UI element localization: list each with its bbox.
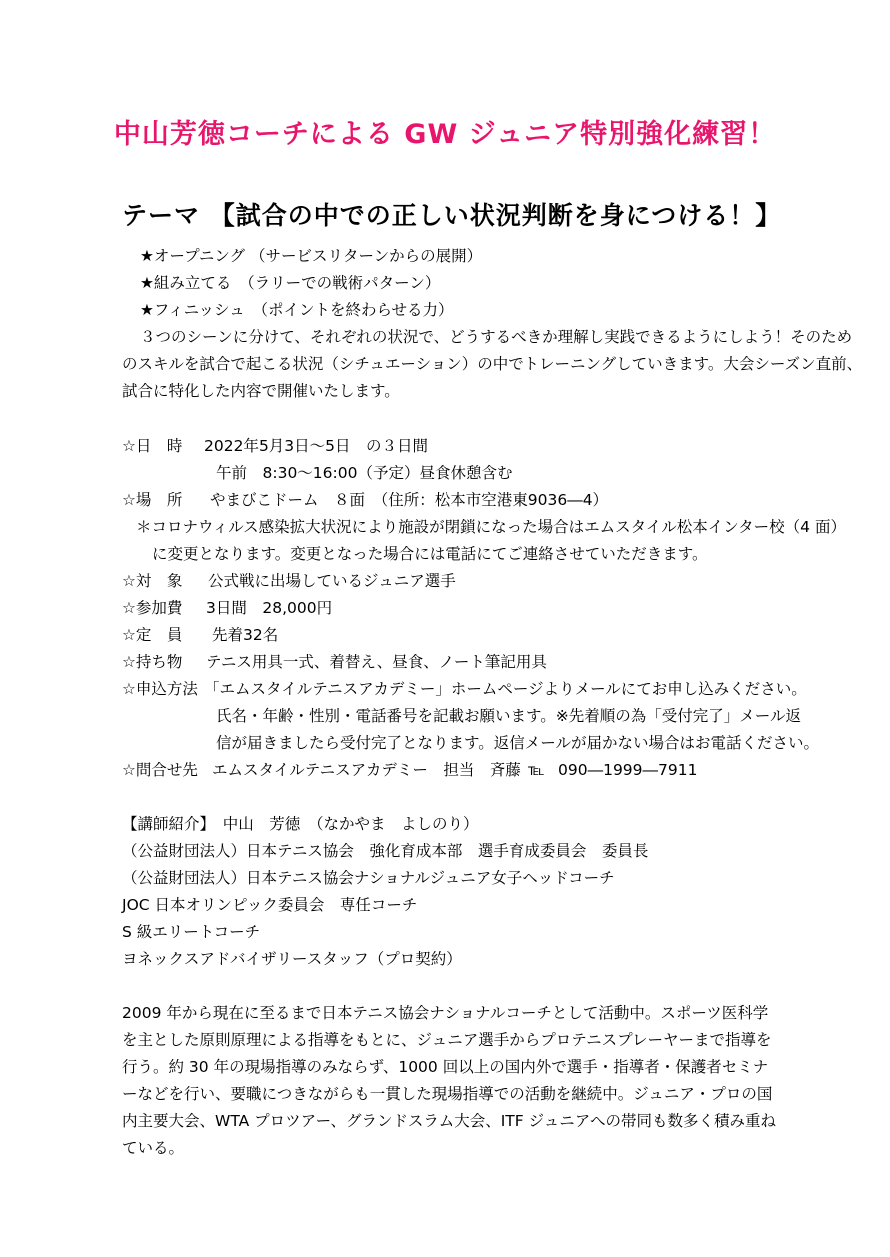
- apply-value: 信が届きましたら受付完了となります。返信メールが届かない場合はお電話ください。: [216, 734, 819, 752]
- intro-line: ３つのシーンに分けて、それぞれの状況で、どうするべきか理解し実践できるようにしよう！そのため: [140, 328, 853, 346]
- point-build: ★組み立てる （ラリーでの戦術パターン）: [140, 274, 441, 292]
- coach-role: （公益財団法人）日本テニス協会 強化育成本部 選手育成委員会 委員長: [122, 842, 649, 860]
- intro-line: 試合に特化した内容で開催いたします。: [122, 382, 400, 400]
- coach-role: ヨネックスアドバイザリースタッフ（プロ契約）: [122, 950, 462, 968]
- contact-value: エムスタイルテニスアカデミー 担当 斉藤: [212, 761, 521, 779]
- coach-bio-line: を主とした原則原理による指導をもとに、ジュニア選手からプロテニスプレーヤーまで指導を: [122, 1031, 772, 1049]
- coach-bio-line: 内主要大会、WTA プロツアー、グランドスラム大会、ITF ジュニアへの帯同も数多く積み重ね: [122, 1112, 776, 1130]
- coach-role: JOC 日本オリンピック委員会 専任コーチ: [122, 896, 418, 914]
- coach-heading: 【講師紹介】 中山 芳徳 （なかやま よしのり）: [122, 815, 479, 833]
- point-finish: ★フィニッシュ （ポイントを終わらせる力）: [140, 301, 454, 319]
- coach-bio-line: ている。: [122, 1139, 185, 1157]
- point-opening: ★オープニング （サービスリターンからの展開）: [140, 247, 483, 265]
- fee-label: ☆参加費: [122, 599, 183, 617]
- coach-bio-line: ーなどを行い、要職につきながらも一貫した現場指導での活動を継続中。ジュニア・プロの国: [122, 1085, 773, 1103]
- target-value: 公式戦に出場しているジュニア選手: [208, 572, 456, 590]
- target-label: ☆対 象: [122, 572, 183, 590]
- covid-note: ＊コロナウィルス感染拡大状況により施設が閉鎖になった場合はエムスタイル松本インター校（4 面）: [136, 518, 846, 536]
- coach-role: S 級エリートコーチ: [122, 923, 261, 941]
- coach-role: （公益財団法人）日本テニス協会ナショナルジュニア女子ヘッドコーチ: [122, 869, 615, 887]
- date-value: 2022年5月3日～5日 の３日間: [204, 437, 429, 455]
- contact-label: ☆問合せ先: [122, 761, 198, 779]
- apply-label: ☆申込方法: [122, 680, 198, 698]
- coach-bio-line: 2009 年から現在に至るまで日本テニス協会ナショナルコーチとして活動中。スポーツ医科学: [122, 1004, 769, 1022]
- place-value: やまびこドーム ８面 （住所：松本市空港東9036―4）: [210, 491, 609, 509]
- intro-line: のスキルを試合で起こる状況（シチュエーション）の中でトレーニングしていきます。大会シーズン直前、: [122, 355, 863, 373]
- theme-heading: テーマ 【試合の中での正しい状況判断を身につける！】: [122, 201, 782, 230]
- page-title: 中山芳徳コーチによる GW ジュニア特別強化練習！: [113, 119, 777, 150]
- coach-bio-line: 行う。約 30 年の現場指導のみならず、1000 回以上の国内外で選手・指導者・保護者セミナ: [122, 1058, 769, 1076]
- time-value: 午前 8:30～16:00（予定）昼食休憩含む: [216, 464, 513, 482]
- place-label: ☆場 所: [122, 491, 183, 509]
- tel-label: ℡: [528, 761, 545, 779]
- apply-value: 「エムスタイルテニスアカデミー」ホームページよりメールにてお申し込みください。: [204, 680, 807, 698]
- capacity-value: 先着32名: [212, 626, 279, 644]
- bring-label: ☆持ち物: [122, 653, 183, 671]
- tel-value: 090―1999―7911: [558, 761, 698, 779]
- bring-value: テニス用具一式、着替え、昼食、ノート筆記用具: [206, 653, 547, 671]
- date-label: ☆日 時: [122, 437, 183, 455]
- apply-value: 氏名・年齢・性別・電話番号を記載お願います。※先着順の為「受付完了」メール返: [216, 707, 801, 725]
- capacity-label: ☆定 員: [122, 626, 183, 644]
- covid-note: に変更となります。変更となった場合には電話にてご連絡させていただきます。: [152, 545, 708, 563]
- fee-value: 3日間 28,000円: [206, 599, 333, 617]
